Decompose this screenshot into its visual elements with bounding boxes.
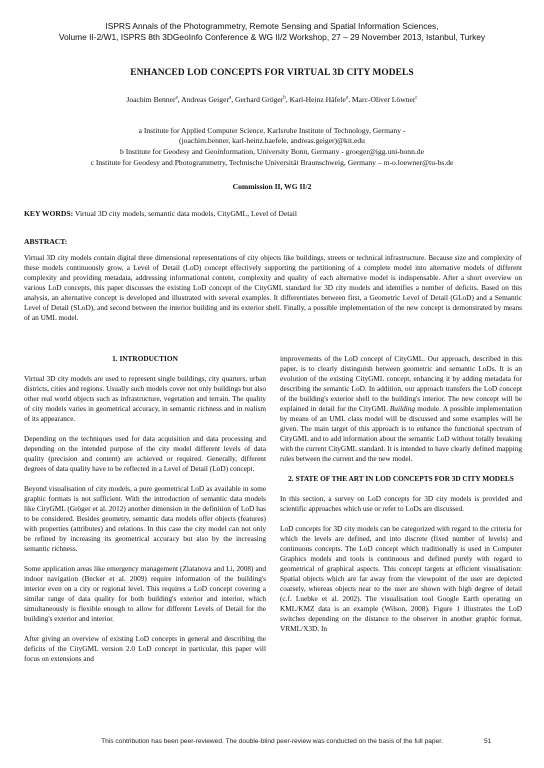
affiliation-a-line1: a Institute for Applied Computer Science, Karlsruhe Institute of Technology, Germany - bbox=[138, 126, 406, 135]
intro-paragraph-5: After giving an overview of existing LoD concepts in general and describing the deficits of the CityGML version 2.0 LoD concept in particular, this paper will focus on extensions and bbox=[24, 634, 266, 663]
state-paragraph-1: In this section, a survey on LoD concepts for 3D city models is provided and scientific approaches which use or refer to LoDs are discussed. bbox=[280, 494, 522, 513]
paper-title: ENHANCED LOD CONCEPTS FOR VIRTUAL 3D CITY MODELS bbox=[130, 68, 414, 78]
right-column bbox=[280, 354, 522, 644]
section-1-heading: 1. INTRODUCTION bbox=[112, 354, 178, 363]
affiliation-b: b Institute for Geodesy and Geoinformation, University Bonn, Germany - groeger@igg.uni-bonn.de bbox=[120, 147, 424, 156]
affiliation-a-line2: (joachim.benner, karl-heinz.haefele, andreas.geiger)@kit.edu bbox=[179, 136, 365, 145]
journal-header-line2: Volume II-2/W1, ISPRS 8th 3DGeoInfo Conference & WG II/2 Workshop, 27 – 29 November 2013, Istanbul, Turkey bbox=[58, 32, 486, 42]
state-paragraph-2: LoD concepts for 3D city models can be categorized with regard to the criteria for which the levels are defined, and into discrete (fixed number of levels) and continuous concepts. The LoD concept which traditionally is used in Computer Graphics models and tools is continuous and defined purely with regard to geometrical of graphical aspects. This concept targets at efficient visualisation: Spatial objects which are far away from the viewpoint of the user are depicted coarsely, whereas objects near to the user are shown with high degree of detail (c.f. Luebke et al. 2002). The visualisation tool Google Earth operating on KML/KMZ data is an example (Wilson, 2008). Figure 1 illustrates the LoD switches depending on the distance to the observer in another graphic format, VRML/X3D. In bbox=[280, 524, 522, 633]
intro-paragraph-1: Virtual 3D city models are used to represent single buildings, city quarters, urban districts, cities and regions. Usually such models cover not only buildings but also other real world objects such as infrastructure, vegetation and terrain. The quality of city models varies in geometrical accuracy, in semantic richness and in realism of its appearance. bbox=[24, 374, 266, 423]
commission-line: Commission II, WG II/2 bbox=[232, 182, 312, 191]
keywords-line bbox=[24, 209, 524, 218]
intro-paragraph-4: Some application areas like emergency management (Zlatanova and Li, 2008) and indoor navigation (Becker et al. 2009) require information of the building's interior even on a city or regional level. This requires a LoD concept covering a similar range of data quality for both building's exterior and interior, which simultaneously is flexible enough to allow for different Levels of Detail for the building's exterior and interior. bbox=[24, 564, 266, 623]
peer-review-footer: This contribution has been peer-reviewed. The double-blind peer-review was conducted on the basis of the full paper. bbox=[101, 738, 443, 745]
page-number: 51 bbox=[484, 738, 492, 745]
author-list: Joachim Benner$^a$, Andreas Geiger$^a$, Gerhard Gröger$^b$, Karl-Heinz Häfele$^a$, Marc-Oliver Löwner$^c$ bbox=[126, 95, 418, 104]
intro-paragraph-3: Beyond visualisation of city models, a pure geometrical LoD as available in some graphic formats is not sufficient. With the introduction of semantic data models like CityGML (Gröger et al. 2012) another dimension in the definition of LoD has to be considered. Besides geometry, semantic data models offer objects (features) with properties (attributes) and relations. In this case the city model can not only be refined by increasing its geometrical accuracy but also by the increasing semantic richness. bbox=[24, 484, 266, 553]
left-column bbox=[24, 354, 266, 674]
keywords-label: KEY WORDS: bbox=[24, 209, 74, 218]
abstract-text: Virtual 3D city models contain digital three dimensional representations of city objects like buildings, streets or technical infrastructure. Because size and complexity of these models continuously grow, a Level of Detail (LoD) concept effectively supporting the partitioning of a complete model into alternative models of different complexity and providing metadata, addressing informational content, complexity and quality of each alternative model is indispensable. After a short overview on various LoD concepts, this paper discusses the existing LoD concept of the CityGML standard for 3D city models and identifies a number of deficits. Based on this analysis, an alternative concept is developed and illustrated with several examples. It differentiates between first, a Geometric Level of Detail (GLoD) and a Semantic Level of Detail (SLoD), and second between the interior building and its exterior shell. Finally, a possible implementation of the new concept is demonstrated by means of an UML model. bbox=[24, 253, 522, 322]
keywords-text: Virtual 3D city models, semantic data models, CityGML, Level of Detail bbox=[74, 209, 297, 218]
section-2-heading: 2. STATE OF THE ART IN LOD CONCEPTS FOR 3D CITY MODELS bbox=[288, 474, 514, 483]
affiliation-c: c Institute for Geodesy and Photogrammetry, Technische Universität Braunschweig, Germany – m-o.loewner@tu-bs.de bbox=[90, 158, 454, 167]
journal-header-line1: ISPRS Annals of the Photogrammetry, Remote Sensing and Spatial Information Sciences, bbox=[105, 21, 439, 31]
intro-paragraph-2: Depending on the techniques used for data acquisition and data processing and depending on the intended purpose of the city model different levels of data quality (precision and content) are achieved or required. Generally, different degrees of data quality have to be reflected in a Level of Detail (LoD) concept. bbox=[24, 434, 266, 473]
building-module-emphasis: Building bbox=[389, 404, 415, 413]
intro-paragraph-6: improvements of the LoD concept of CityGML. Our approach, described in this paper, is to clearly distinguish between geometric and semantic LoDs. It is an evolution of the existing CityGML concept, enhancing it by adding metadata for describing the semantic LoD. In addition, our approach transfers the LoD concept of the building's exterior shell to the building's interior. The new concept will be explained in detail for the CityGML Building module. A possible implementation by means of an UML class model will be discussed and some examples will be given. The main target of this approach is to enhance the functional spectrum of CityGML and to add information about the semantic LoD without totally breaking with the current CityGML standard. It is intended to have clearly defined mapping rules between the current and the new model. bbox=[280, 354, 522, 463]
abstract-heading: ABSTRACT: bbox=[24, 237, 68, 246]
